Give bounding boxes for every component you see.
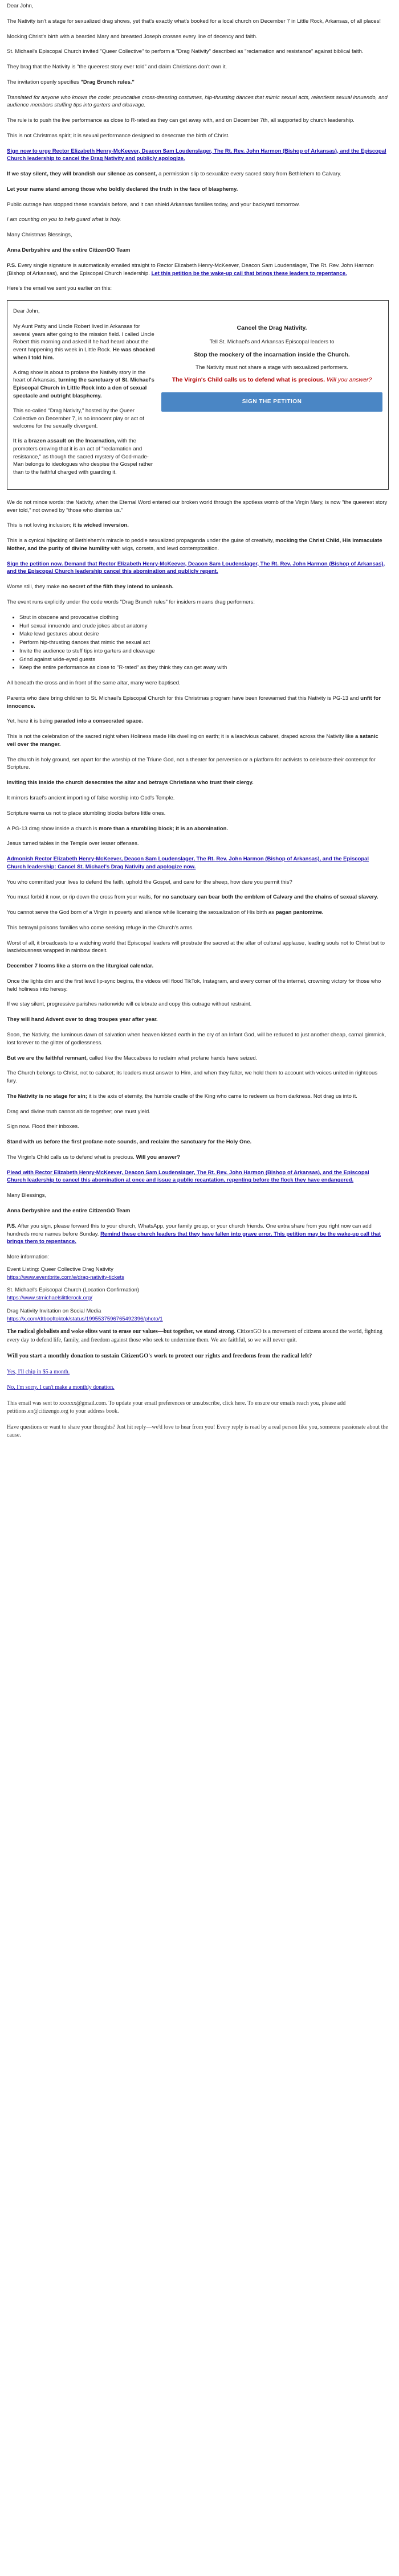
donation-yes-link[interactable]: Yes, I'll chip in $5 a month.	[7, 1368, 70, 1375]
not-stage-bold: The Nativity is no stage for sin;	[7, 1093, 87, 1100]
drag-show-text: A drag show is about to profane the Nativity story in the heart of Arkansas,	[13, 369, 146, 384]
blessings: Many Christmas Blessings,	[7, 232, 72, 239]
petition-call-bold: The Virgin's Child calls us to defend what is precious.	[172, 376, 325, 384]
mirrors-paragraph: It mirrors Israel's ancient importing of false worship into God's Temple.	[7, 795, 175, 801]
so-called-paragraph: This so-called "Drag Nativity," hosted by the Queer Collective on December 7, is no innocent play or act of welcome for the sexually divergent.	[13, 407, 144, 430]
cynical-paragraph	[7, 537, 389, 553]
celebration-paragraph	[7, 733, 389, 749]
aunt-patty-text: My Aunt Patty and Uncle Robert lived in Arkansas for several years after going to the mission field. I called Uncle Robert this morning and asked if he had heard about the event happening this week in Little Rock.	[13, 323, 154, 354]
email-blessings: Many Blessings,	[7, 1192, 47, 1199]
reference-link[interactable]: https://x.com/dtbooftoktok/status/1995537596765492396/photo/1	[7, 1315, 163, 1322]
worse-prefix: Worse still, they make	[7, 584, 62, 590]
not-stage-paragraph	[7, 1093, 389, 1101]
soon-paragraph: Soon, the Nativity, the luminous dawn of salvation when heaven kissed earth in the cry of an Infant God, will be reduced to just another cheap, carnal gimmick, lost forever to the glitter of godlessness.	[7, 1032, 386, 1046]
quoted-greeting: Dear John,	[13, 308, 40, 315]
donation-question: Will you start a monthly donation to sustain CitizenGO's work to protect our rights and freedoms from the radical left?	[7, 1353, 312, 1360]
virgin-child-paragraph	[7, 1154, 389, 1162]
cynical-bold: mocking the Christ Child, His Immaculate Mother, and the purity of divine humility	[7, 538, 382, 552]
drag-divine-paragraph: Drag and divine truth cannot abide together; one must yield.	[7, 1108, 150, 1115]
email-ps-link[interactable]: Remind these church leaders that they have fallen into grave error. This petition may be the wake-up call that brings them to repentance.	[7, 1230, 381, 1245]
reference-link[interactable]: https://www.stmichaelslittlerock.org/	[7, 1295, 92, 1302]
reference-item	[7, 1266, 389, 1282]
list-item: • Keep the entire performance as close to "R-rated" as they think they can get away with	[19, 664, 389, 672]
more-info-label: More information:	[7, 1254, 49, 1261]
advent-paragraph: They will hand Advent over to drag troupes year after year.	[7, 1016, 158, 1023]
sign-now-paragraph	[7, 147, 389, 163]
reference-label: Drag Nativity Invitation on Social Media	[7, 1307, 101, 1314]
ps-text: Every single signature is automatically emailed straight to Rector Elizabeth Henry-McKeever, Deacon Sam Loudenslager, The Rt. Rev. John Harmon (Bishop of Arkansas), and the Episcopal Church leadership.	[7, 262, 374, 277]
reference-item	[7, 1307, 389, 1323]
inclusion-prefix: This is not loving inclusion;	[7, 522, 73, 529]
worst-paragraph: Worst of all, it broadcasts to a watching world that Episcopal leaders will prostrate the sacred at the altar of cultural applause, leading souls not to Christ but to lasciviousness wrapped in rainbow deceit.	[7, 940, 385, 954]
intro-paragraph-3: St. Michael's Episcopal Church invited "Queer Collective" to perform a "Drag Nativity" described as "reclamation and resistance" against biblical faith.	[7, 48, 364, 55]
ps-paragraph	[7, 262, 389, 278]
must-forbid-bold: for no sanctuary can bear both the emblem of Calvary and the chains of sexual slavery.	[153, 894, 378, 901]
brazen-paragraph	[13, 437, 156, 477]
must-forbid-text: You must forbid it now, or rip down the cross from your walls,	[7, 894, 154, 901]
inclusion-bold: it is wicked inversion.	[72, 522, 129, 529]
sign-petition-button[interactable]: SIGN THE PETITION	[161, 392, 382, 412]
email-ps-text: After you sign, please forward this to your church, WhatsApp, your family group, or your church friends. One extra share from you right now can add hundreds more names before Sunday.	[7, 1223, 372, 1237]
list-item: • Invite the audience to stuff tips into garters and cleavage	[19, 647, 389, 655]
outrage-paragraph: Public outrage has stopped these scandals before, and it can shield Arkansas families today, and your backyard tomorrow.	[7, 201, 300, 208]
let-your-name-paragraph: Let your name stand among those who boldly declared the truth in the face of blasphemy.	[7, 186, 238, 192]
paraded-prefix: Yet, here it is being	[7, 718, 55, 725]
list-item: • Perform hip-thrusting dances that mimic the sexual act	[19, 639, 389, 647]
donation-yes-paragraph	[7, 1368, 389, 1377]
not-theirs-paragraph: The Church belongs to Christ, not to cabaret; its leaders must answer to Him, and when they falter, we hold them to account with voices united in righteous fury.	[7, 1070, 378, 1085]
must-forbid-paragraph	[7, 893, 389, 901]
parents-paragraph	[7, 695, 389, 711]
stand-with-paragraph: Stand with us before the first profane note sounds, and reclaim the sanctuary for the Holy One.	[7, 1139, 252, 1146]
parents-text: Parents who dare bring children to St. Michael's Episcopal Church for this Christmas program have been forewarned that this Nativity is PG-13 and	[7, 695, 361, 702]
petition-call-question: Will you answer?	[325, 376, 372, 384]
radical-rest: CitizenGO is a movement of citizens around the world, fighting every day to defend life, family, and freedom against those who seek to undermine them. We are faithful, so we will never quit.	[7, 1328, 382, 1343]
inviting-paragraph: Inviting this inside the church desecrates the altar and betrays Christians who trust their clergy.	[7, 780, 254, 786]
radical-bold: The radical globalists and woke elites want to erase our values—but together, we stand strong.	[7, 1328, 235, 1335]
donation-no-paragraph	[7, 1384, 389, 1392]
invitation-bold: "Drag Brunch rules."	[80, 79, 135, 85]
drag-show-paragraph	[13, 369, 156, 400]
plead-paragraph	[7, 1169, 389, 1185]
sign-flood-paragraph: Sign now. Flood their inboxes.	[7, 1123, 79, 1130]
reference-label: St. Michael's Episcopal Church (Location Confirmation)	[7, 1287, 140, 1294]
paraded-bold: paraded into a consecrated space.	[54, 718, 143, 725]
references	[7, 1266, 389, 1323]
parents-bold: unfit for innocence.	[7, 695, 381, 709]
brazen-bold: It is a brazen assault on the Incarnation,	[13, 438, 116, 445]
worse-paragraph	[7, 583, 389, 591]
cannot-serve-text: You cannot serve the God born of a Virgin in poverty and silence while licensing the sexualization of His birth as	[7, 909, 276, 916]
ps-link[interactable]: Let this petition be the wake-up call that brings these leaders to repentance.	[151, 270, 347, 277]
pg13-bold: more than a stumbling block; it is an abomination.	[99, 825, 229, 832]
celebration-bold: a satanic veil over the manger.	[7, 733, 378, 748]
reference-link[interactable]: https://www.eventbrite.com/e/drag-nativity-tickets	[7, 1274, 124, 1281]
faithful-paragraph	[7, 1055, 389, 1063]
cannot-serve-paragraph	[7, 909, 389, 917]
drag-rules-list	[7, 614, 389, 672]
not-stage-rest: it is the axis of eternity, the humble cradle of the King who came to redeem us from darkness. Not drag us into it.	[87, 1093, 357, 1100]
celebration-text: This is not the celebration of the sacred night when Holiness made His dwelling on earth; it is a lascivious cabaret, draped across the Nativity like	[7, 733, 355, 740]
greeting: Dear John,	[7, 3, 34, 9]
invitation-prefix: The invitation openly specifies	[7, 79, 81, 85]
aunt-patty-paragraph	[13, 323, 156, 362]
petition-call	[161, 376, 382, 384]
brunch-translation	[7, 94, 389, 110]
not-christmas-paragraph: This is not Christmas spirit; it is sexual performance designed to desecrate the birth of Christ.	[7, 132, 230, 139]
list-item: • Grind against wide-eyed guests	[19, 656, 389, 664]
brunch-translation-text: Translated for anyone who knows the code: provocative cross-dressing costumes, hip-thrusting dances that mimic sexual acts, relentless sexual innuendo, and audience members stuffing tips into garters and cleavage.	[7, 94, 388, 109]
donation-footer	[7, 1328, 389, 1439]
quoted-email-intro-column	[13, 323, 156, 483]
silent-bold: If we stay silent, they will brandish our silence as consent,	[7, 171, 157, 178]
petition-title: Cancel the Drag Nativity.	[237, 324, 307, 331]
intro-paragraph-1: The Nativity isn't a stage for sexualized drag shows, yet that's exactly what's booked for a local church on December 7 in Little Rock, Arkansas, of all places!	[7, 18, 381, 24]
pg13-text: A PG-13 drag show inside a church is	[7, 825, 99, 832]
silent-paragraph	[7, 170, 389, 178]
petition-line-1: Tell St. Michael's and Arkansas Episcopal leaders to	[209, 339, 335, 346]
list-item: • Strut in obscene and provocative clothing	[19, 614, 389, 622]
faithful-rest: called like the Maccabees to reclaim what profane hands have seized.	[88, 1055, 258, 1061]
questions-paragraph: Have questions or want to share your thoughts? Just hit reply—we'd love to hear from you! Every reply is read by a real person like you, someone passionate about the cause.	[7, 1424, 388, 1439]
beneath-paragraph: All beneath the cross and in front of the same altar, many were baptised.	[7, 680, 181, 687]
sent-to-paragraph: This email was sent to xxxxxx@gmail.com. To update your email preferences or unsubscribe, click here. To ensure our emails reach you, please add petitions.en@citizengo.org to your address book.	[7, 1400, 346, 1415]
drag-show-bold: turning the sanctuary of St. Michael's Episcopal Church in Little Rock into a den of sexual spectacle and outright blasphemy.	[13, 377, 154, 399]
petition-card	[161, 323, 382, 483]
reference-label: Event Listing: Queer Collective Drag Nativity	[7, 1266, 113, 1273]
ps-label: P.S.	[7, 262, 17, 269]
email-ps-label: P.S.	[7, 1223, 17, 1229]
committed-paragraph: You who committed your lives to defend the faith, uphold the Gospel, and care for the sheep, how dare you permit this?	[7, 879, 292, 885]
sign-now-link[interactable]: Sign now to urge Rector Elizabeth Henry-McKeever, Deacon Sam Loudenslager, The Rt. Rev. John Harmon (Bishop of Arkansas), and the Episcopal Church leadership to cancel the Drag Nativity and publicly apologize.	[7, 147, 386, 162]
radical-paragraph	[7, 1328, 389, 1344]
email-ps-paragraph	[7, 1223, 389, 1246]
cynical-end: with wigs, corsets, and lewd contemptosition.	[109, 545, 219, 552]
scripture-paragraph: Scripture warns us not to place stumbling blocks before little ones.	[7, 810, 166, 817]
petition-line-2: The Nativity must not share a stage with sexualized performers.	[196, 364, 348, 371]
plead-link[interactable]: Plead with Rector Elizabeth Henry-McKeever, Deacon Sam Loudenslager, The Rt. Rev. John Harmon (Bishop of Arkansas), and the Episcopal Church leadership to cancel this abomination at once and issue a public recantation, repenting before the flock they have endangered.	[7, 1169, 369, 1184]
intro-paragraph-2: Mocking Christ's birth with a bearded Mary and breasted Joseph crosses every line of decency and faith.	[7, 33, 258, 40]
counting-paragraph	[7, 216, 389, 224]
faithful-bold: But we are the faithful remnant,	[7, 1055, 88, 1061]
worse-bold: no secret of the filth they intend to unleash.	[61, 584, 174, 590]
email-signature: Anna Derbyshire and the entire CitizenGO Team	[7, 1207, 131, 1214]
brazen-text: with the promoters crowing that it is an act of "reclamation and resistance," as though the sacred mystery of God-made-Man belongs to ideologues who despise the Gospel rather than to the faithful charged with guarding it.	[13, 438, 153, 476]
if-silent-paragraph: If we stay silent, progressive parishes nationwide will celebrate and copy this outrage without restraint.	[7, 1001, 252, 1008]
cynical-text: This is a cynical hijacking of Bethlehem's miracle to peddle sexualized propaganda under the guise of creativity,	[7, 538, 276, 544]
admonish-paragraph	[7, 855, 389, 871]
invitation-paragraph	[7, 79, 389, 87]
betrayal-paragraph: This betrayal poisons families who come seeking refuge in the Church's arms.	[7, 924, 194, 931]
admonish-link[interactable]: Admonish Rector Elizabeth Henry-McKeever, Deacon Sam Loudenslager, The Rt. Rev. John Harmon (Bishop of Arkansas), and the Episcopal Church leadership: Cancel St. Michael's Drag Nativity and apologize now.	[7, 856, 369, 870]
cannot-serve-bold: pagan pantomime.	[275, 909, 324, 916]
silent-rest: a permission slip to sexualize every sacred story from Bethlehem to Calvary.	[157, 171, 341, 178]
december7-paragraph: December 7 looms like a storm on the liturgical calendar.	[7, 963, 154, 970]
church-holy-paragraph: The church is holy ground, set apart for the worship of the Triune God, not a theater for perversion or a platform for activists to celebrate their contempt for Scripture.	[7, 756, 376, 771]
rule-paragraph: The rule is to push the live performance as close to R-rated as they can get away with, and on December 7th, all supported by church leadership.	[7, 117, 355, 124]
list-item: • Hurl sexual innuendo and crude jokes about anatomy	[19, 622, 389, 630]
donation-no-link[interactable]: No, I'm sorry. I can't make a monthly donation.	[7, 1384, 115, 1391]
list-item: • Make lewd gestures about desire	[19, 630, 389, 638]
jesus-paragraph: Jesus turned tables in the Temple over lesser offenses.	[7, 840, 139, 847]
reference-item	[7, 1286, 389, 1302]
code-words-paragraph: The event runs explicitly under the code words "Drag Brunch rules" for insiders means drag performers:	[7, 598, 255, 605]
aunt-patty-bold: He was shocked when I told him.	[13, 347, 155, 361]
petition-bold-1: Stop the mockery of the incarnation inside the Church.	[194, 351, 350, 358]
inclusion-paragraph	[7, 522, 389, 530]
quoted-email-box	[7, 300, 389, 490]
virgin-child-text: The Virgin's Child calls us to defend what is precious.	[7, 1154, 136, 1160]
virgin-child-bold: Will you answer?	[136, 1154, 181, 1160]
email-intro: Here's the email we sent you earlier on this:	[7, 285, 112, 292]
mockery-paragraph: We do not mince words: the Nativity, when the Eternal Word entered our broken world through the spotless womb of the Virgin Mary, is now "the queerest story ever told," not owned by "those who dismiss us."	[7, 499, 388, 514]
counting-text: I am counting on you to help guard what is holy.	[7, 216, 121, 223]
quoted-email-top	[13, 323, 382, 483]
pg13-paragraph	[7, 825, 389, 833]
paraded-paragraph	[7, 717, 389, 725]
sign-demand-link[interactable]: Sign the petition now. Demand that Rector Elizabeth Henry-McKeever, Deacon Sam Loudenslager, The Rt. Rev. John Harmon (Bishop of Arkansas), and the Episcopal Church leadership cancel this abomination and publicly repent.	[7, 560, 385, 575]
once-lights-paragraph: Once the lights dim and the first lewd lip-sync begins, the videos will flood TikTok, Instagram, and every corner of the internet, crowning victory for those who held holiness into heresy.	[7, 978, 381, 992]
sign-demand-paragraph	[7, 560, 389, 576]
signature: Anna Derbyshire and the entire CitizenGO Team	[7, 247, 131, 254]
intro-paragraph-4: They brag that the Nativity is "the queerest story ever told" and claim Christians don't own it.	[7, 64, 227, 71]
